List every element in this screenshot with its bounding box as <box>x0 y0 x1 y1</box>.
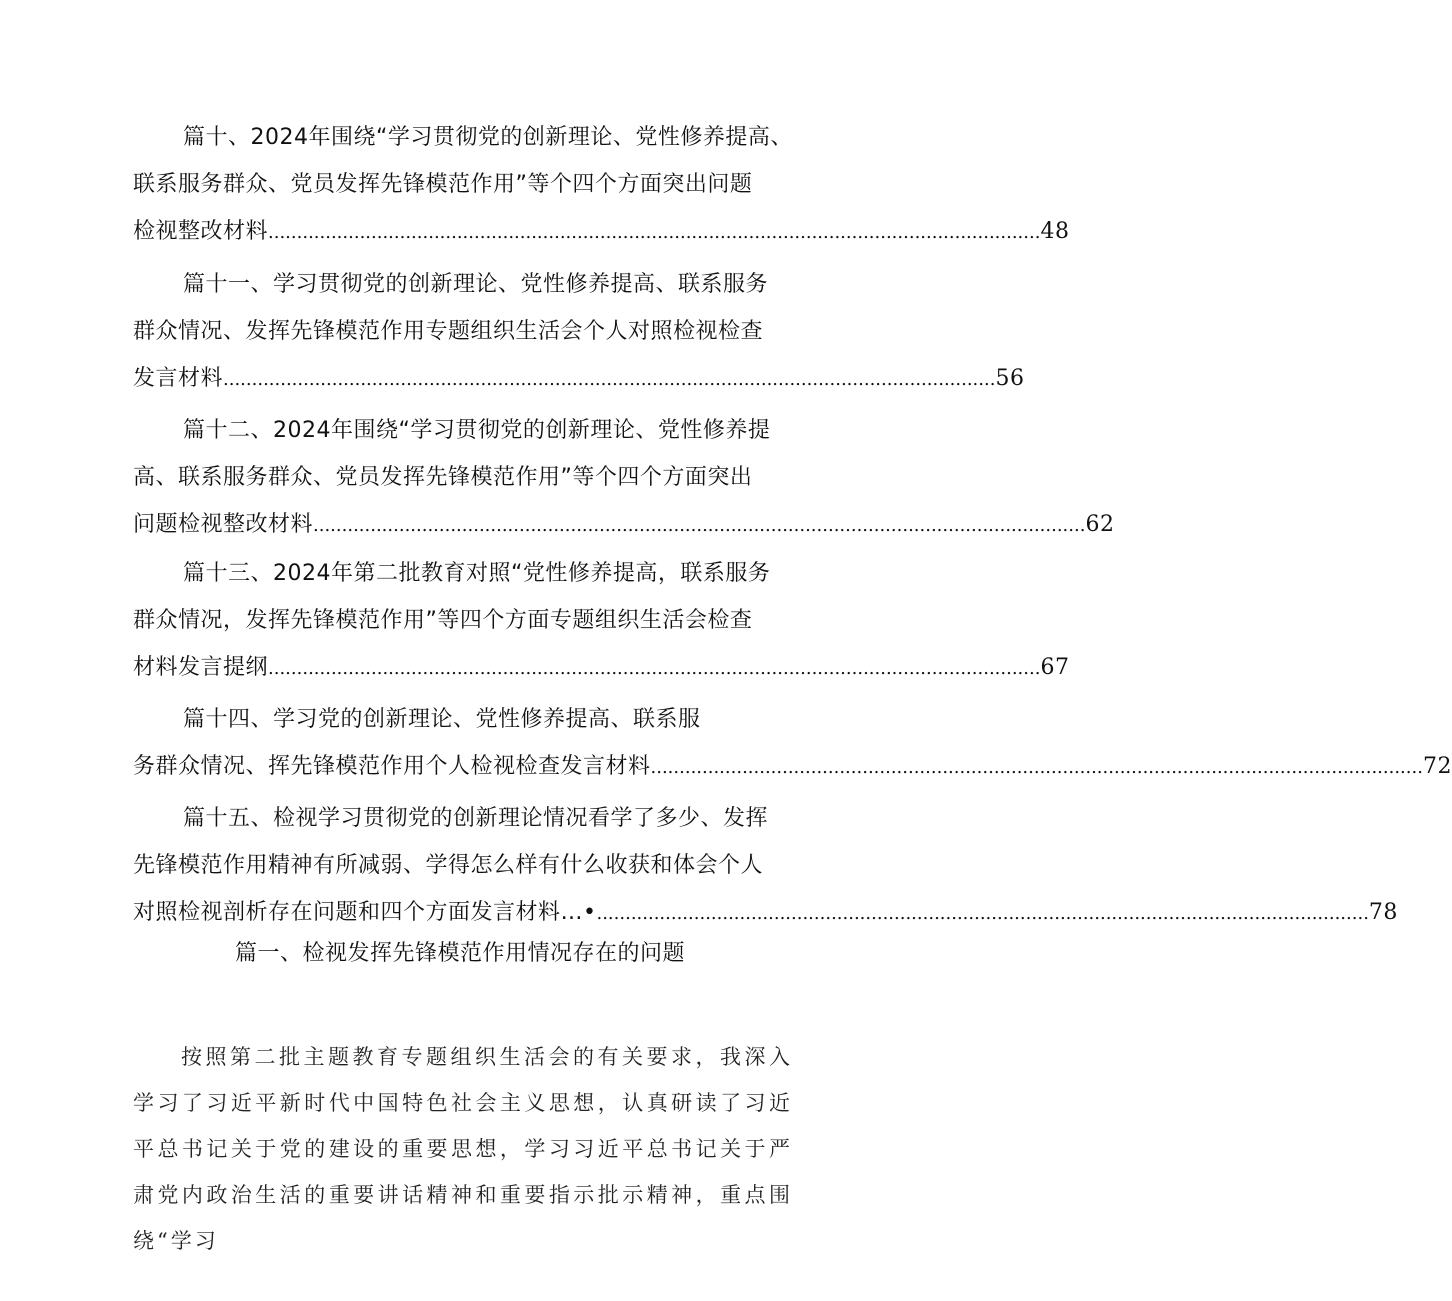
toc-entry-line: 高、联系服务群众、党员发挥先锋模范作用”等个四个方面突出 <box>133 465 753 490</box>
dot-leader: ....................................................................................................................................... <box>650 757 1423 778</box>
toc-entry[interactable] <box>133 114 1070 256</box>
toc-entry-last-line <box>133 889 1398 937</box>
toc-entry-line: 问题检视整改材料 <box>133 512 314 537</box>
toc-entry-line: 对照检视剖析存在问题和四个方面发言材料…• <box>133 900 597 925</box>
toc-page-number: 62 <box>1085 512 1115 537</box>
toc-page-number: 56 <box>995 366 1025 391</box>
toc-entry-line: 篇十四、学习党的创新理论、党性修养提高、联系服 <box>183 707 701 732</box>
toc-entry-last-line <box>133 355 1025 403</box>
body-paragraph: 按照第二批主题教育专题组织生活会的有关要求，我深入学习了习近平新时代中国特色社会主义思想，认真研读了习近平总书记关于党的建设的重要思想，学习习近平总书记关于严肃党内政治生活的重要讲话精神和重要指示批示精神，重点围绕“学习 <box>133 1045 793 1253</box>
toc-entry-line: 群众情况、发挥先锋模范作用专题组织生活会个人对照检视检查 <box>133 319 764 344</box>
toc-entry[interactable] <box>133 550 1070 692</box>
toc-entry-line: 务群众情况、挥先锋模范作用个人检视检查发言材料 <box>133 754 651 779</box>
toc-entry-line: 检视整改材料 <box>133 219 269 244</box>
toc-page-number: 48 <box>1040 219 1070 244</box>
toc-entry[interactable] <box>133 407 1115 549</box>
section-heading: 篇一、检视发挥先锋模范作用情况存在的问题 <box>234 941 685 966</box>
dot-leader: ....................................................................................................................................... <box>313 515 1086 536</box>
toc-entry-line: 联系服务群众、党员发挥先锋模范作用”等个四个方面突出问题 <box>133 172 753 197</box>
toc-entry-line: 篇十一、学习贯彻党的创新理论、党性修养提高、联系服务 <box>183 272 769 297</box>
toc-entry-last-line <box>133 743 1452 791</box>
toc-entry-line: 篇十三、2024年第二批教育对照“党性修养提高，联系服务 <box>183 561 771 586</box>
toc-page-number: 67 <box>1040 655 1070 680</box>
dot-leader: ....................................................................................................................................... <box>268 658 1041 679</box>
toc-entry[interactable] <box>133 696 1452 791</box>
toc-entry-line: 篇十五、检视学习贯彻党的创新理论情况看学了多少、发挥 <box>183 806 769 831</box>
toc-entry[interactable] <box>133 795 1398 937</box>
toc-page-number: 78 <box>1368 900 1398 925</box>
dot-leader: ....................................................................................................................................... <box>596 903 1369 924</box>
dot-leader: ....................................................................................................................................... <box>268 222 1041 243</box>
toc-entry-last-line <box>133 644 1070 692</box>
toc-entry-last-line <box>133 501 1115 549</box>
toc-entry[interactable] <box>133 261 1025 403</box>
toc-entry-line: 材料发言提纲 <box>133 655 269 680</box>
toc-entry-line: 先锋模范作用精神有所减弱、学得怎么样有什么收获和体会个人 <box>133 853 764 878</box>
toc-entry-last-line <box>133 208 1070 256</box>
toc-entry-line: 群众情况，发挥先锋模范作用”等四个方面专题组织生活会检查 <box>133 608 753 633</box>
toc-entry-line: 篇十二、2024年围绕“学习贯彻党的创新理论、党性修养提 <box>183 418 771 443</box>
toc-entry-line: 发言材料 <box>133 366 224 391</box>
dot-leader: ....................................................................................................................................... <box>223 369 996 390</box>
toc-page-number: 72 <box>1422 754 1452 779</box>
toc-entry-line: 篇十、2024年围绕“学习贯彻党的创新理论、党性修养提高、 <box>183 125 793 150</box>
